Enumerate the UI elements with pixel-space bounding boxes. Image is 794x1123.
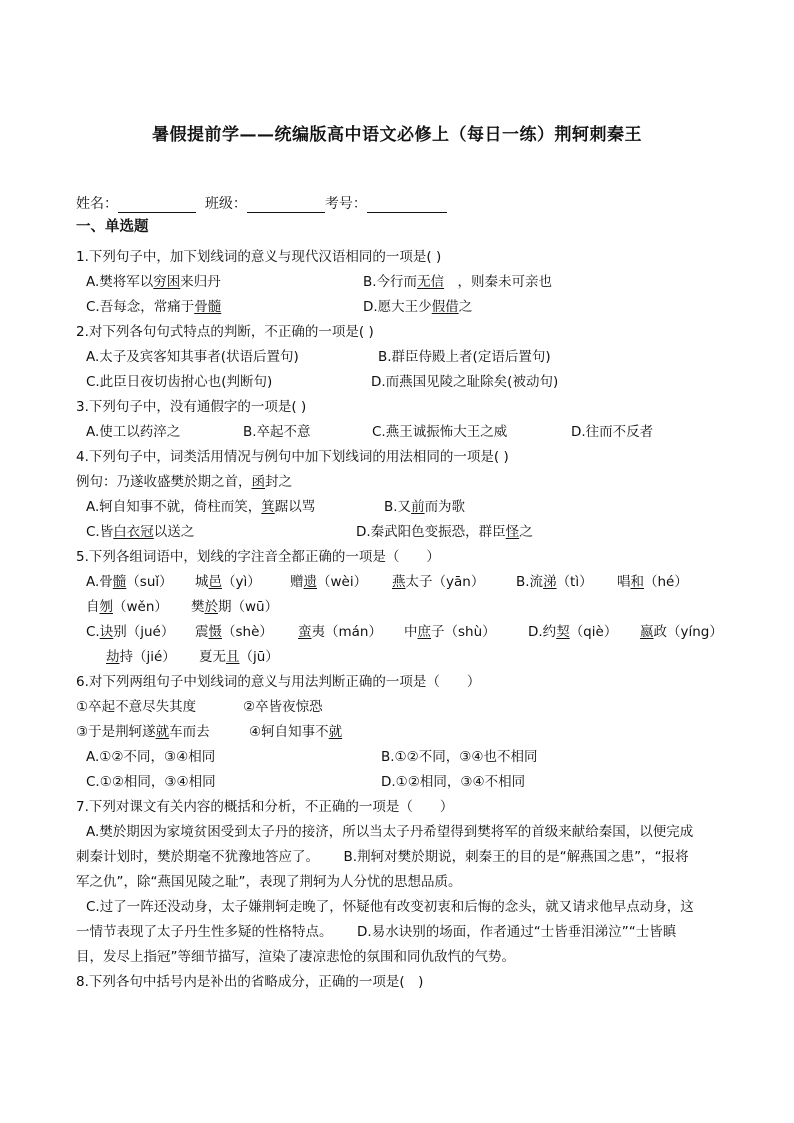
student-info: [76, 193, 447, 213]
q5-item: B.流涕（tì）: [516, 574, 593, 590]
question-1-stem: 1.下列句子中，加下划线词的意义与现代汉语相同的一项是( ): [76, 249, 442, 265]
q6-sentence-4: ④轲自知事不就: [249, 724, 343, 740]
q2-option-b: B.群臣侍殿上者(定语后置句): [378, 349, 551, 365]
q5-item: 震慑（shè）: [195, 624, 273, 640]
q3-option-c: C.燕王诚振怖大王之威: [372, 424, 508, 440]
q5-item: 赠遗（wèi）: [290, 574, 368, 590]
q5-item: 唱和（hé）: [617, 574, 688, 590]
question-2-stem: 2.对下列各句句式特点的判断，不正确的一项是( ): [76, 324, 374, 340]
q6-sentence-3: ③于是荆轲遂就车而去: [76, 724, 210, 740]
q7-text-line: 军之仇”，除“燕国见陵之耻”，表现了荆轲为人分忧的思想品质。: [76, 874, 462, 890]
q4-option-c: C.皆白衣冠以送之: [86, 524, 195, 540]
q5-item: 嬴政（yíng）: [640, 624, 723, 640]
q7-text-line: C.过了一阵还没动身，太子嫌荆轲走晚了，怀疑他有改变初衷和后悔的念头，就又请求他早点动身，这: [86, 899, 694, 915]
q7-text-line: 一情节表现了太子丹生性多疑的性格特点。 D.易水诀别的场面，作者通过“士皆垂泪涕泣”“士皆瞋: [76, 924, 677, 940]
page-title: 暑假提前学——统编版高中语文必修上（每日一练）荆轲刺秦王: [152, 125, 642, 145]
question-6-stem: 6.对下列两组句子中划线词的意义与用法判断正确的一项是（ ）: [76, 674, 481, 690]
q6-sentence-2: ②卒皆夜惊恐: [243, 699, 323, 715]
q3-option-d: D.往而不反者: [571, 424, 654, 440]
exam-label: 考号：: [324, 196, 367, 212]
q7-text-line: A.樊於期因为家境贫困受到太子丹的接济，所以当太子丹希望得到樊将军的首级来献给秦国，以便完成: [86, 824, 694, 840]
q5-item: 中庶子（shù）: [404, 624, 496, 640]
q5-item: C.诀别（jué）: [86, 624, 175, 640]
exam-blank[interactable]: [367, 198, 447, 213]
question-7-stem: 7.下列对课文有关内容的概括和分析，不正确的一项是（ ）: [76, 799, 454, 815]
q3-option-a: A.使工以药淬之: [86, 424, 181, 440]
question-5-stem: 5.下列各组词语中，划线的字注音全都正确的一项是（ ）: [76, 549, 440, 565]
q1-option-b: B.今行而无信 ，则秦未可亲也: [363, 274, 553, 290]
q5-item: 劫持（jié）: [106, 649, 176, 665]
q1-option-d: D.愿大王少假借之: [363, 299, 473, 315]
q5-item: 城邑（yì）: [195, 574, 261, 590]
q5-item: A.骨髓（suǐ）: [86, 574, 173, 590]
section-title: 一、单选题: [76, 219, 149, 235]
q2-option-a: A.太子及宾客知其事者(状语后置句): [86, 349, 299, 365]
q4-example: 例句：乃遂收盛樊於期之首，函封之: [76, 474, 292, 490]
q3-option-b: B.卒起不意: [243, 424, 311, 440]
q4-option-b: B.又前而为歌: [384, 499, 466, 515]
name-label: 姓名：: [76, 196, 118, 212]
q4-option-d: D.秦武阳色变振恐，群臣怪之: [356, 524, 533, 540]
q1-option-a: A.樊将军以穷困来归丹: [86, 274, 221, 290]
name-blank[interactable]: [118, 198, 196, 213]
question-4-stem: 4.下列句子中，词类活用情况与例句中加下划线词的用法相同的一项是( ): [76, 449, 509, 465]
q6-option-d: D.①②相同，③④不相同: [381, 774, 526, 790]
q6-option-c: C.①②相同，③④相同: [86, 774, 216, 790]
question-8-stem: 8.下列各句中括号内是补出的省略成分，正确的一项是( ): [76, 974, 424, 990]
q7-text-line: 刺秦计划时，樊於期毫不犹豫地答应了。 B.荆轲对樊於期说，刺秦王的目的是“解燕国之患”，“报将: [76, 849, 689, 865]
q6-option-a: A.①②不同，③④相同: [86, 749, 216, 765]
q2-option-c: C.此臣日夜切齿拊心也(判断句): [86, 374, 273, 390]
q5-item: D.约契（qiè）: [528, 624, 618, 640]
q1-option-c: C.吾每念，常痛于骨髓: [86, 299, 222, 315]
q5-item: 夏无且（jū）: [199, 649, 279, 665]
q5-item: 樊於期（wū）: [191, 599, 279, 615]
q5-item: 自刎（wěn）: [86, 599, 168, 615]
q7-text-line: 目，发尽上指冠”等细节描写，渲染了凄凉悲怆的氛围和同仇敌忾的气势。: [76, 949, 515, 965]
q6-sentence-1: ①卒起不意尽失其度: [76, 699, 197, 715]
class-label: 班级：: [204, 196, 247, 212]
q5-item: 燕太子（yān）: [392, 574, 485, 590]
question-3-stem: 3.下列句子中，没有通假字的一项是( ): [76, 399, 307, 415]
q6-option-b: B.①②不同，③④也不相同: [381, 749, 538, 765]
q2-option-d: D.而燕国见陵之耻除矣(被动句): [371, 374, 559, 390]
q5-item: 蛮夷（mán）: [298, 624, 382, 640]
class-blank[interactable]: [247, 198, 325, 213]
q4-option-a: A.轲自知事不就，倚柱而笑，箕踞以骂: [86, 499, 316, 515]
